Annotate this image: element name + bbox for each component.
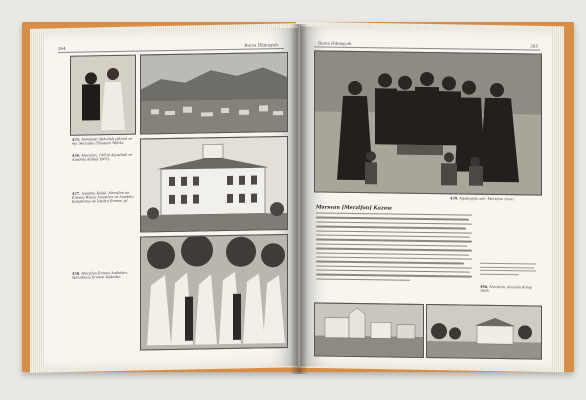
college-building-photo bbox=[140, 136, 288, 233]
text-line bbox=[316, 270, 470, 274]
college-building-image bbox=[141, 137, 287, 232]
text-line bbox=[316, 226, 466, 229]
right-page bbox=[300, 26, 552, 370]
text-line bbox=[316, 252, 469, 256]
town-panorama-photo bbox=[140, 52, 288, 135]
text-line bbox=[316, 239, 472, 243]
school-building-photo bbox=[426, 304, 542, 360]
text-line bbox=[316, 274, 472, 278]
text-line bbox=[316, 243, 467, 247]
text-line bbox=[316, 221, 472, 225]
text-line bbox=[480, 274, 519, 276]
right-page-number: 265 bbox=[530, 43, 538, 49]
text-line bbox=[316, 256, 472, 260]
text-line bbox=[480, 270, 536, 272]
left-page bbox=[44, 28, 298, 370]
text-line bbox=[480, 263, 536, 265]
book-gutter-shadow bbox=[290, 24, 308, 374]
portrait-couple-image bbox=[71, 56, 135, 135]
caption-439: 439. Ağabeyiyle aile. Merzifon civarı. bbox=[450, 196, 515, 202]
school-building-image bbox=[427, 305, 541, 359]
body-text-column bbox=[316, 212, 472, 284]
text-line bbox=[316, 278, 410, 281]
caption-436: 436. Merzifon. ('88'te Ayvazhali ve Anadolu Kolleji 1905). bbox=[72, 152, 133, 162]
caption-440: 440. Merzifon, Anadolu Koleji 1905. bbox=[480, 284, 532, 294]
mountain-town-image bbox=[141, 53, 287, 134]
text-line bbox=[316, 248, 472, 252]
family-group-photo bbox=[314, 50, 542, 195]
left-running-head: Bursa Hilmişyah bbox=[244, 42, 278, 48]
text-line bbox=[316, 261, 464, 264]
text-line bbox=[316, 217, 469, 221]
text-line bbox=[316, 230, 472, 234]
street-view-photo bbox=[314, 302, 424, 358]
veiled-women-image bbox=[141, 235, 287, 350]
text-line bbox=[316, 265, 472, 269]
caption-435: 435. Mehmedi Abdullah çiftinin ve eşi. Merzifon (Hüseyin Teftik). bbox=[72, 136, 133, 146]
text-line bbox=[480, 266, 534, 268]
family-portrait-image bbox=[315, 51, 541, 194]
caption-438: 438. Merzifon Ermeni kadınları. Merzifonlu Ermeni Kadınlar. bbox=[72, 270, 128, 280]
town-street-image bbox=[315, 303, 423, 357]
right-running-head: Bursa Hilmişyah bbox=[318, 40, 352, 46]
text-line bbox=[316, 234, 470, 238]
caption-437: 437. Anadolu Koleji. Merzifon'un Ermeni Wasca Sanatları ve Anadolu Kolejlerine de katılan Ermeni yıl. bbox=[72, 190, 134, 205]
section-heading: Marsvan [Merzifon] Kazası bbox=[316, 204, 392, 212]
women-group-photo bbox=[140, 234, 288, 351]
side-caption-block bbox=[480, 263, 536, 278]
left-page-number: 264 bbox=[58, 45, 66, 51]
text-line bbox=[316, 212, 472, 216]
portrait-photo bbox=[70, 55, 136, 136]
